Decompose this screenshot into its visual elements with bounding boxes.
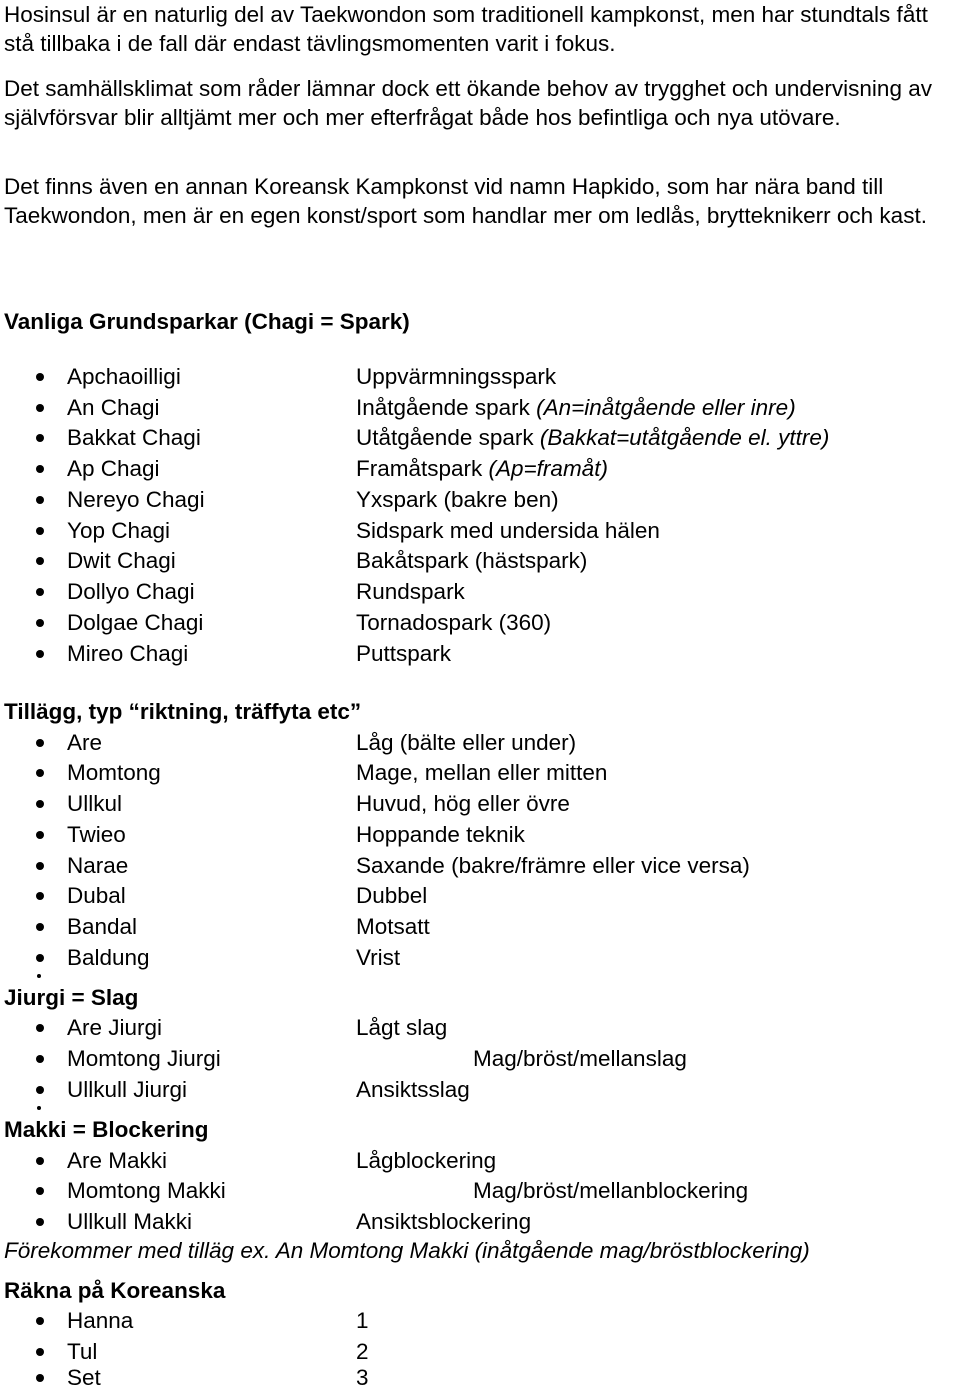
bullet-icon (36, 954, 44, 962)
list-item: Apchaoilligi Uppvärmningsspark (0, 362, 960, 392)
bullet-icon (36, 527, 44, 535)
list-item: Dollyo Chagi Rundspark (0, 577, 960, 607)
bullet-icon (36, 650, 44, 658)
intro-paragraph-2: Det samhällsklimat som råder lämnar dock ett ökande behov av trygghet och undervisning av självförsvar blir alltjämt mer och mer efterfrågat både hos befintliga och nya utövare. (4, 76, 932, 130)
list-item: Dubal Dubbel (0, 881, 960, 911)
bullet-icon (36, 373, 44, 381)
list-item: Momtong Makki Mag/bröst/mellanblockering (0, 1176, 960, 1206)
bullet-icon (36, 588, 44, 596)
list-item: Dwit Chagi Bakåtspark (hästspark) (0, 546, 960, 576)
list-item: Ap Chagi Framåtspark (Ap=framåt) (0, 454, 960, 484)
intro-paragraph-3: Det finns även en annan Koreansk Kampkonst vid namn Hapkido, som har nära band till Taekwondon, men är en egen konst/sport som handlar mer om ledlås, brytteknikerr och kast. (4, 174, 927, 228)
bullet-icon (36, 1348, 44, 1356)
list-item: Are Låg (bälte eller under) (0, 728, 960, 758)
bullet-icon (36, 862, 44, 870)
list-item: Set 3 (0, 1363, 960, 1393)
bullet-icon (36, 1055, 44, 1063)
list-item: Nereyo Chagi Yxspark (bakre ben) (0, 485, 960, 515)
bullet-icon (36, 434, 44, 442)
section-heading-additions: Tillägg, typ “riktning, träffyta etc” (4, 699, 362, 724)
list-item: Mireo Chagi Puttspark (0, 639, 960, 669)
bullet-icon (36, 800, 44, 808)
bullet-icon (36, 465, 44, 473)
list-item: Ullkull Makki Ansiktsblockering (0, 1207, 960, 1237)
section-heading-strikes: Jiurgi = Slag (4, 985, 139, 1010)
section-heading-kicks: Vanliga Grundsparkar (Chagi = Spark) (4, 309, 410, 334)
list-item: Narae Saxande (bakre/främre eller vice versa) (0, 851, 960, 881)
list-item: Momtong Mage, mellan eller mitten (0, 758, 960, 788)
list-item: Bakkat Chagi Utåtgående spark (Bakkat=utåtgående el. yttre) (0, 423, 960, 453)
list-item: Twieo Hoppande teknik (0, 820, 960, 850)
list-item: Are Jiurgi Lågt slag (0, 1013, 960, 1043)
bullet-icon (36, 404, 44, 412)
stray-bullet-dot (37, 974, 41, 978)
list-item: Tul 2 (0, 1337, 960, 1367)
bullet-icon (36, 496, 44, 504)
section-heading-blocks: Makki = Blockering (4, 1117, 209, 1142)
bullet-icon (36, 1374, 44, 1382)
list-item: Yop Chagi Sidspark med undersida hälen (0, 516, 960, 546)
bullet-icon (36, 892, 44, 900)
intro-paragraph-1: Hosinsul är en naturlig del av Taekwondon som traditionell kampkonst, men har stundtals fått stå tillbaka i de fall där endast tävlingsmomenten varit i fokus. (4, 2, 928, 56)
bullet-icon (36, 1218, 44, 1226)
list-item: Ullkul Huvud, hög eller övre (0, 789, 960, 819)
blocks-note: Förekommer med tilläg ex. An Momtong Makki (inåtgående mag/bröstblockering) (4, 1238, 810, 1263)
bullet-icon (36, 1187, 44, 1195)
list-item: Baldung Vrist (0, 943, 960, 973)
bullet-icon (36, 1157, 44, 1165)
list-item: Hanna 1 (0, 1306, 960, 1336)
bullet-icon (36, 1317, 44, 1325)
bullet-icon (36, 923, 44, 931)
stray-bullet-dot (37, 1106, 41, 1110)
list-item: Ullkull Jiurgi Ansiktsslag (0, 1075, 960, 1105)
bullet-icon (36, 1086, 44, 1094)
section-heading-counting: Räkna på Koreanska (4, 1278, 226, 1303)
bullet-icon (36, 557, 44, 565)
list-item: Momtong Jiurgi Mag/bröst/mellanslag (0, 1044, 960, 1074)
bullet-icon (36, 619, 44, 627)
bullet-icon (36, 739, 44, 747)
list-item: An Chagi Inåtgående spark (An=inåtgående eller inre) (0, 393, 960, 423)
list-item: Dolgae Chagi Tornadospark (360) (0, 608, 960, 638)
bullet-icon (36, 769, 44, 777)
list-item: Are Makki Lågblockering (0, 1146, 960, 1176)
bullet-icon (36, 831, 44, 839)
list-item: Bandal Motsatt (0, 912, 960, 942)
bullet-icon (36, 1024, 44, 1032)
